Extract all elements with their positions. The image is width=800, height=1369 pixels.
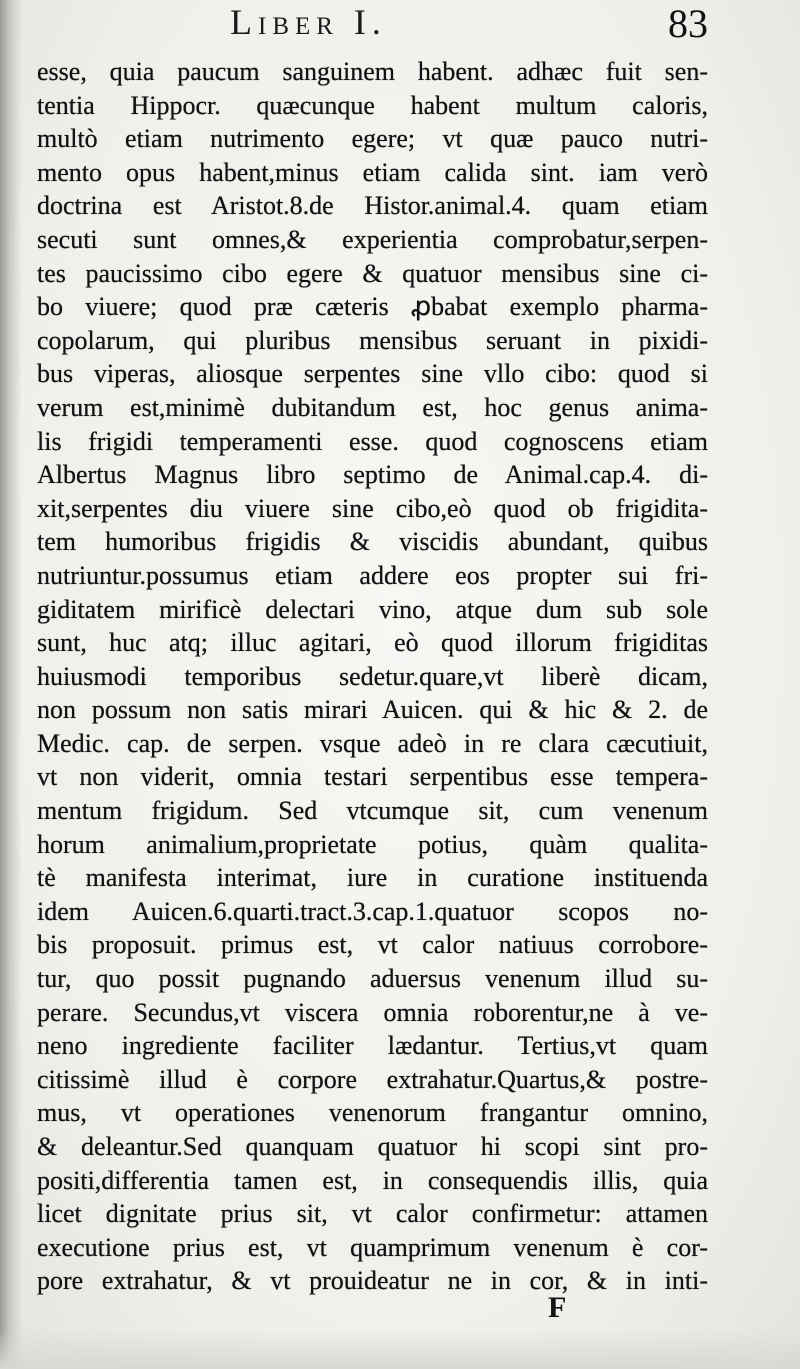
text-line: idem Auicen.6.quarti.tract.3.cap.1.quatuor scopos no-: [37, 896, 708, 926]
text-line: horum animalium,proprietate potius, quàm qualita-: [37, 829, 708, 859]
text-line: citissimè illud è corpore extrahatur.Quartus,& postre-: [37, 1064, 708, 1094]
body-text: [37, 55, 708, 1298]
text-line: tè manifesta interimat, iure in curatione instituenda: [37, 863, 708, 893]
text-line: neno ingrediente faciliter lædantur. Tertius,vt quam: [37, 1031, 708, 1061]
text-line: executione prius est, vt quamprimum venenum è cor-: [37, 1232, 708, 1262]
gutter-shadow: [0, 0, 22, 1369]
text-line: vt non viderit, omnia testari serpentibus esse tempera-: [37, 762, 708, 792]
text-line: perare. Secundus,vt viscera omnia roborentur,ne à ve-: [37, 997, 708, 1027]
text-line: bus viperas, aliosque serpentes sine vllo cibo: quod si: [37, 359, 708, 389]
text-line: secuti sunt omnes,& experientia comprobatur,serpen-: [37, 224, 708, 254]
text-line: bo viuere; quod præ cæteris ꝓbabat exemplo pharma-: [37, 292, 708, 322]
page-number: 83: [668, 1, 708, 46]
text-line: multò etiam nutrimento egere; vt quæ pauco nutri-: [37, 124, 708, 154]
text-line: xit,serpentes diu viuere sine cibo,eò quod ob frigidita-: [37, 493, 708, 523]
text-line: esse, quia paucum sanguinem habent. adhæc fuit sen-: [37, 57, 708, 86]
signature-mark: F: [548, 1291, 567, 1324]
text-line: licet dignitate prius sit, vt calor confirmetur: attamen: [37, 1199, 708, 1229]
text-line: bis proposuit. primus est, vt calor natiuus corrobore-: [37, 930, 708, 960]
text-line: sunt, huc atq; illuc agitari, eò quod illorum frigiditas: [37, 628, 708, 658]
text-line: verum est,minimè dubitandum est, hoc genus anima-: [37, 392, 708, 422]
text-line: nutriuntur.possumus etiam addere eos propter sui fri-: [37, 560, 708, 590]
text-line: mento opus habent,minus etiam calida sint. iam verò: [37, 157, 708, 187]
text-line: copolarum, qui pluribus mensibus seruant in pixidi-: [37, 325, 708, 355]
text-line: pore extrahatur, & vt prouideatur ne in cor, & in inti-: [37, 1266, 708, 1296]
text-line: mus, vt operationes venenorum frangantur omnino,: [37, 1098, 708, 1128]
text-line: lis frigidi temperamenti esse. quod cognoscens etiam: [37, 426, 708, 456]
text-line: Albertus Magnus libro septimo de Animal.cap.4. di-: [37, 460, 708, 490]
text-line: tes paucissimo cibo egere & quatuor mensibus sine ci-: [37, 258, 708, 288]
text-line: tentia Hippocr. quæcunque habent multum caloris,: [37, 90, 708, 120]
text-line: huiusmodi temporibus sedetur.quare,vt liberè dicam,: [37, 661, 708, 691]
text-line: tem humoribus frigidis & viscidis abundant, quibus: [37, 527, 708, 557]
text-line: mentum frigidum. Sed vtcumque sit, cum venenum: [37, 796, 708, 826]
text-line: positi,differentia tamen est, in consequendis illis, quia: [37, 1165, 708, 1195]
text-line: & deleantur.Sed quanquam quatuor hi scopi sint pro-: [37, 1132, 708, 1161]
text-line: Medic. cap. de serpen. vsque adeò in re clara cæcutiuit,: [37, 728, 708, 758]
running-head: Liber I.: [230, 2, 387, 42]
text-line: doctrina est Aristot.8.de Histor.animal.4. quam etiam: [37, 191, 708, 221]
bottom-edge-shadow: [0, 1329, 800, 1369]
text-line: tur, quo possit pugnando aduersus venenum illud su-: [37, 964, 708, 994]
text-line: non possum non satis mirari Auicen. qui & hic & 2. de: [37, 695, 708, 725]
text-line: giditatem mirificè delectari vino, atque dum sub sole: [37, 594, 708, 624]
